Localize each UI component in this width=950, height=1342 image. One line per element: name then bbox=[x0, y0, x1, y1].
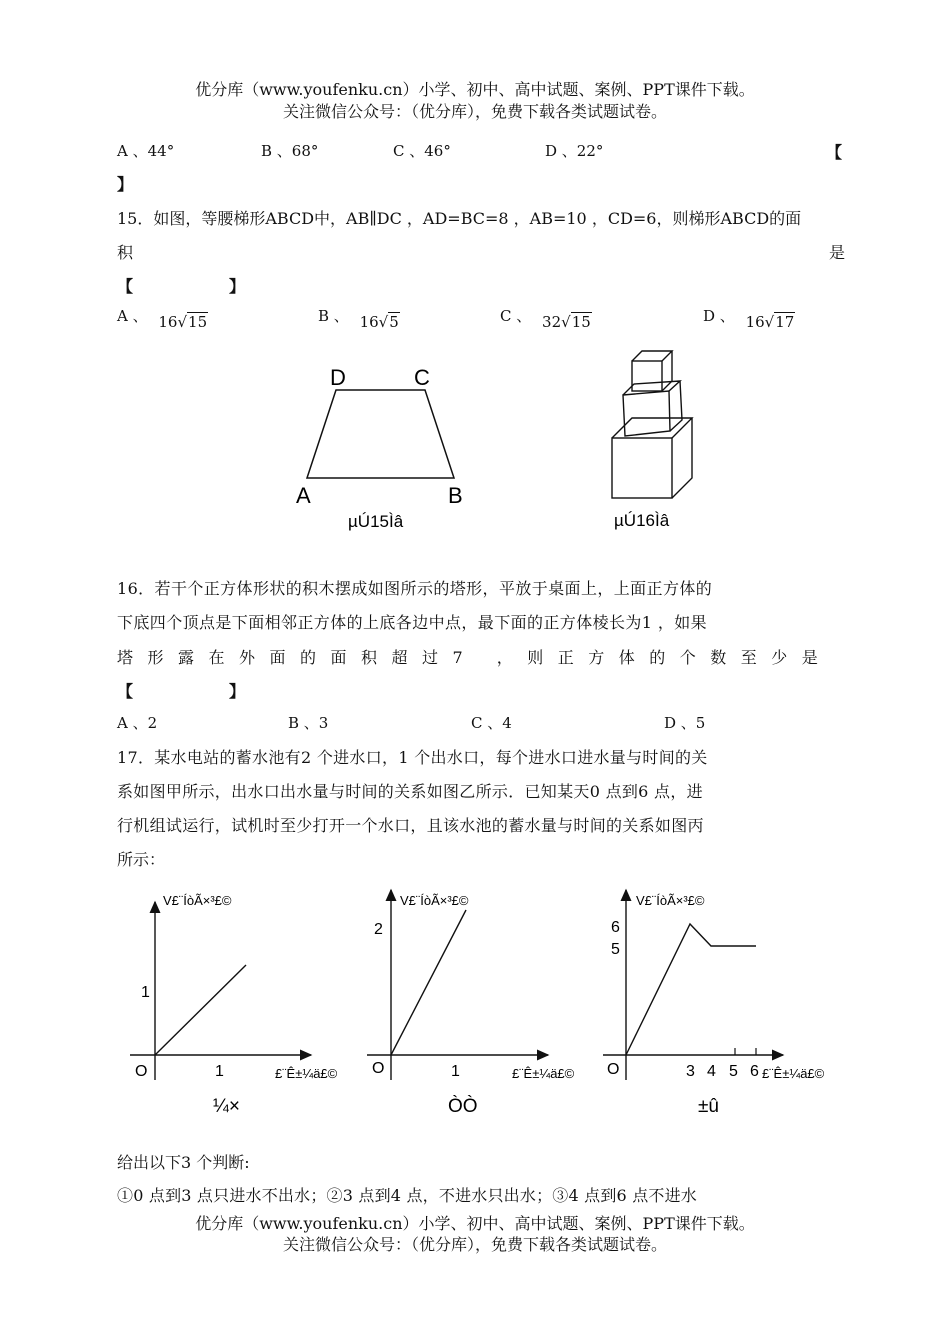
series-line bbox=[391, 910, 466, 1055]
figure-15-caption: µÚ15Ìâ bbox=[348, 512, 404, 531]
q15-option-b-label: B 、 bbox=[318, 307, 349, 325]
x-tick-label-3: 3 bbox=[686, 1063, 695, 1080]
q15-line2-left: 积 bbox=[117, 243, 134, 262]
series-line bbox=[155, 965, 246, 1055]
q14-bracket-close: 】 bbox=[117, 175, 134, 194]
q14-option-c: C 、46° bbox=[393, 142, 451, 160]
q15-option-c-rad: 15 bbox=[571, 313, 591, 331]
page-footer-line2: 关注微信公众号：（优分库），免费下载各类试题试卷。 bbox=[282, 1235, 667, 1254]
q16-line3: 塔形露在外面的面积超过7 ，则正方体的个数至少是 bbox=[117, 648, 833, 667]
q17-line1: 17．某水电站的蓄水池有2 个进水口，1 个出水口，每个进水口进水量与时间的关 bbox=[117, 748, 708, 767]
q16-line2: 下底四个顶点是下面相邻正方体的上底各边中点，最下面的正方体棱长为1 ，如果 bbox=[117, 613, 708, 632]
q16-bracket: 【 】 bbox=[117, 682, 246, 701]
q15-option-b: B 、 16√5 bbox=[318, 307, 399, 331]
origin-label: O bbox=[607, 1061, 620, 1078]
q15-option-a-label: A 、 bbox=[117, 307, 148, 325]
q15-bracket: 【 】 bbox=[117, 277, 246, 296]
q15-line2 bbox=[117, 240, 845, 263]
graph-jia bbox=[125, 880, 365, 1125]
figure-16-caption: µÚ16Ìâ bbox=[614, 511, 670, 530]
graph-caption: ¼× bbox=[213, 1096, 240, 1117]
y-tick-label: 1 bbox=[141, 984, 150, 1001]
q15-option-a: A 、 16√15 bbox=[117, 307, 208, 331]
graph-caption: ±û bbox=[698, 1096, 719, 1117]
q15-option-d-coef: 16 bbox=[745, 313, 765, 331]
origin-label: O bbox=[372, 1060, 385, 1077]
q17-line2: 系如图甲所示，出水口出水量与时间的关系如图乙所示．已知某天0 点到6 点，进 bbox=[117, 782, 703, 801]
y-tick-label-5: 5 bbox=[611, 941, 620, 958]
graph-caption: ÒÒ bbox=[448, 1096, 478, 1117]
x-tick-label: 1 bbox=[451, 1063, 460, 1080]
q15-option-b-rad: 5 bbox=[389, 313, 399, 331]
q15-line1: 15．如图，等腰梯形ABCD中，AB∥DC ，AD=BC=8 ，AB=10 ，CD=6，则梯形ABCD的面 bbox=[117, 209, 802, 228]
q17-line4: 所示： bbox=[117, 850, 166, 869]
graph-bing bbox=[598, 880, 848, 1125]
q14-bracket-open: 【 bbox=[826, 143, 843, 162]
page-header-line1: 优分库（www.youfenku.cn）小学、初中、高中试题、案例、PPT课件下载。 bbox=[195, 80, 755, 99]
x-axis-label: £¨Ê±¼ä£© bbox=[762, 1066, 825, 1081]
label-a: A bbox=[296, 483, 311, 508]
q15-option-c: C 、 32√15 bbox=[500, 307, 591, 331]
q14-option-a: A 、44° bbox=[117, 142, 175, 160]
graph-yi bbox=[362, 880, 602, 1125]
q14-option-d: D 、22° bbox=[545, 142, 604, 160]
q15-option-d-rad: 17 bbox=[775, 313, 795, 331]
cube-top bbox=[632, 351, 672, 391]
page-footer-line1: 优分库（www.youfenku.cn）小学、初中、高中试题、案例、PPT课件下载。 bbox=[195, 1214, 755, 1233]
q15-option-a-coef: 16 bbox=[158, 313, 178, 331]
x-tick-label-6: 6 bbox=[750, 1063, 759, 1080]
y-axis-label: V£¨ÍòÃ×³£© bbox=[163, 893, 232, 908]
y-axis-label: V£¨ÍòÃ×³£© bbox=[400, 893, 469, 908]
label-c: C bbox=[414, 365, 430, 390]
q15-line2-right: 是 bbox=[828, 243, 845, 262]
q15-option-d-label: D 、 bbox=[703, 307, 735, 325]
y-tick-label-6: 6 bbox=[611, 919, 620, 936]
judgement-line1: ①0 点到3 点只进水不出水；②3 点到4 点，不进水只出水；③4 点到6 点不进水 bbox=[117, 1186, 697, 1205]
judgement-intro: 给出以下3 个判断: bbox=[117, 1153, 250, 1172]
trapezoid-shape bbox=[307, 390, 454, 478]
q16-option-c: C 、4 bbox=[471, 714, 512, 732]
x-tick-label: 1 bbox=[215, 1063, 224, 1080]
figure-15-trapezoid bbox=[280, 355, 500, 540]
x-tick-label-4: 4 bbox=[707, 1063, 716, 1080]
label-b: B bbox=[448, 483, 463, 508]
q15-option-c-label: C 、 bbox=[500, 307, 532, 325]
q15-option-b-coef: 16 bbox=[359, 313, 379, 331]
x-axis-label: £¨Ê±¼ä£© bbox=[512, 1066, 575, 1081]
q16-option-b: B 、3 bbox=[288, 714, 329, 732]
q16-line1: 16．若干个正方体形状的积木摆成如图所示的塔形，平放于桌面上，上面正方体的 bbox=[117, 579, 713, 598]
q15-option-c-coef: 32 bbox=[542, 313, 562, 331]
x-tick-label-5: 5 bbox=[729, 1063, 738, 1080]
y-tick-label: 2 bbox=[374, 921, 383, 938]
y-axis-label: V£¨ÍòÃ×³£© bbox=[636, 893, 705, 908]
q15-option-d: D 、 16√17 bbox=[703, 307, 795, 331]
series-line bbox=[626, 924, 756, 1055]
page-header-line2: 关注微信公众号：（优分库），免费下载各类试题试卷。 bbox=[282, 102, 667, 121]
x-axis-label: £¨Ê±¼ä£© bbox=[275, 1066, 338, 1081]
q17-line3: 行机组试运行，试机时至少打开一个水口，且该水池的蓄水量与时间的关系如图丙 bbox=[117, 816, 704, 835]
q15-option-a-rad: 15 bbox=[188, 313, 208, 331]
figure-16-cube-tower bbox=[590, 340, 730, 540]
q16-option-d: D 、5 bbox=[664, 714, 706, 732]
q14-option-b: B 、68° bbox=[261, 142, 319, 160]
cube-bottom bbox=[612, 418, 692, 498]
label-d: D bbox=[330, 365, 346, 390]
origin-label: O bbox=[135, 1063, 148, 1080]
q16-option-a: A 、2 bbox=[117, 714, 158, 732]
